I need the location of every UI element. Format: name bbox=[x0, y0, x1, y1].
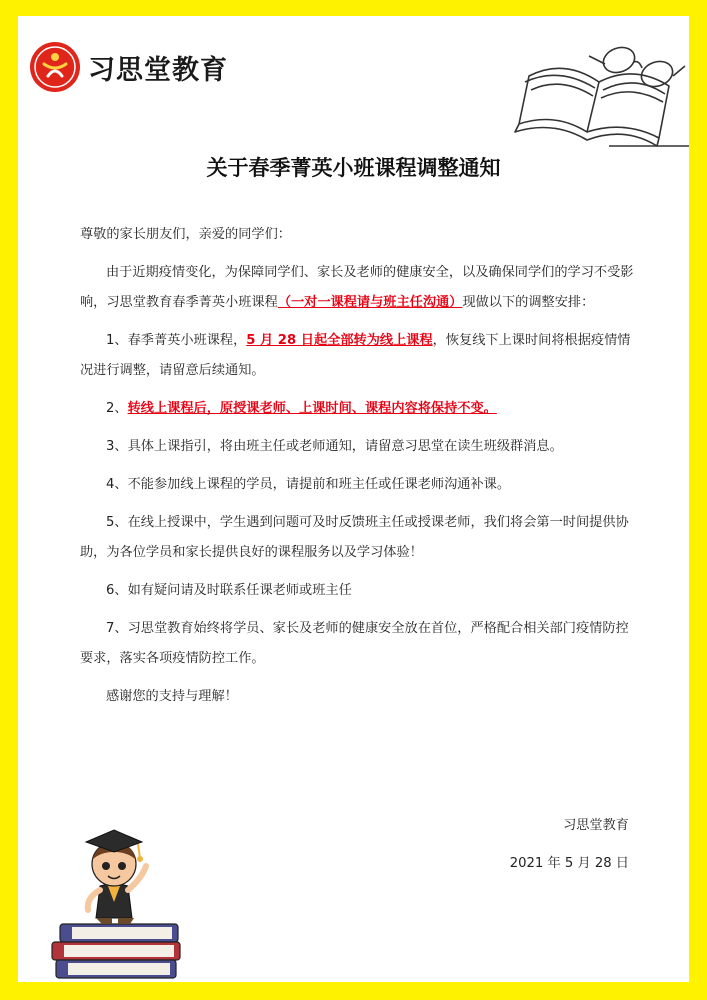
signature-org: 习思堂教育 bbox=[563, 818, 629, 833]
signature-date: 2021 年 5 月 28 日 bbox=[509, 856, 629, 871]
item-7: 7、习思堂教育始终将学员、家长及老师的健康安全放在首位，严格配合相关部门疫情防控要求，落实各项疫情防控工作。 bbox=[80, 621, 629, 666]
signature-block bbox=[510, 816, 629, 892]
notice-page bbox=[18, 16, 689, 982]
greeting: 尊敬的家长朋友们，亲爱的同学们： bbox=[80, 227, 291, 242]
notice-title: 关于春季菁英小班课程调整通知 bbox=[206, 156, 501, 180]
item-1 bbox=[80, 326, 640, 386]
intro-text: 由于近期疫情变化，为保障同学们、家长及老师的健康安全，以及确保同学们的学习不受影响，习思堂教育春季菁英小班课程 bbox=[80, 265, 634, 310]
item-1-text-end: ，恢复线下上课时间将根据疫情情况进行调整，请留意后续通知。 bbox=[80, 333, 631, 378]
item-1-highlight: 5 月 28 日起全部转为线上课程 bbox=[246, 333, 433, 348]
open-book-glasses-icon bbox=[469, 16, 689, 156]
intro-text-end: 现做以下的调整安排： bbox=[462, 295, 595, 310]
item-2 bbox=[80, 394, 640, 424]
brand-logo bbox=[30, 42, 228, 92]
intro-highlight: （一对一课程请与班主任沟通） bbox=[277, 295, 463, 310]
item-5: 5、在线上授课中，学生遇到问题可及时反馈班主任或授课老师，我们将会第一时间提供协助，为各位学员和家长提供良好的课程服务以及学习体验！ bbox=[80, 515, 629, 560]
brand-name: 习思堂教育 bbox=[88, 54, 228, 86]
item-1-text: 1、春季菁英小班课程， bbox=[106, 333, 247, 348]
graduate-kid-on-books-icon bbox=[42, 806, 192, 982]
item-4: 4、不能参加线上课程的学员，请提前和班主任或任课老师沟通补课。 bbox=[106, 477, 511, 492]
item-3: 3、具体上课指引，将由班主任或老师通知，请留意习思堂在读生班级群消息。 bbox=[106, 439, 563, 454]
notice-body bbox=[80, 220, 640, 720]
intro-paragraph bbox=[80, 258, 640, 318]
item-2-highlight: 转线上课程后，原授课老师、上课时间、课程内容将保持不变。 bbox=[127, 401, 497, 416]
logo-emblem-icon bbox=[30, 42, 80, 92]
item-2-prefix: 2、 bbox=[106, 401, 128, 416]
item-6: 6、如有疑问请及时联系任课老师或班主任 bbox=[106, 583, 352, 598]
thanks: 感谢您的支持与理解！ bbox=[106, 689, 238, 704]
